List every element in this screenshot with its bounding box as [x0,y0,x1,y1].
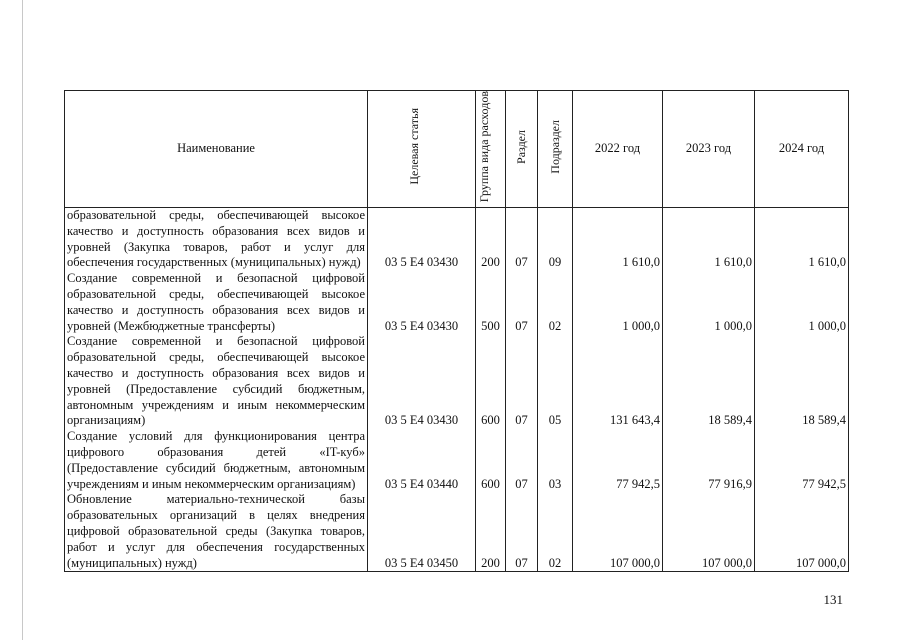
table-row [65,271,849,334]
cell-year-2024: 18 589,4 [755,334,849,429]
page-number: 131 [823,592,843,607]
cell-expense-group: 500 [476,271,506,334]
cell-section: 07 [506,429,538,492]
cell-year-2024: 77 942,5 [755,429,849,492]
cell-year-2024: 107 000,0 [755,492,849,571]
cell-year-2023: 1 610,0 [663,207,755,271]
cell-section: 07 [506,334,538,429]
cell-year-2023: 18 589,4 [663,334,755,429]
cell-target-article: 03 5 Е4 03430 [368,271,476,334]
table-header-row [65,91,849,208]
cell-target-article: 03 5 Е4 03440 [368,429,476,492]
cell-year-2024: 1 000,0 [755,271,849,334]
cell-name: образовательной среды, обеспечивающей высокое качество и доступность образования всех видов и уровней (Закупка товаров, работ и услуг для обеспечения государственных (муниципальных) нужд) [65,207,368,271]
cell-subsection: 02 [538,271,573,334]
header-year-2024: 2024 год [755,91,849,208]
cell-expense-group: 600 [476,429,506,492]
cell-section: 07 [506,271,538,334]
header-name: Наименование [65,91,368,208]
cell-target-article: 03 5 Е4 03450 [368,492,476,571]
cell-expense-group: 200 [476,207,506,271]
header-year-2023: 2023 год [663,91,755,208]
cell-subsection: 03 [538,429,573,492]
cell-expense-group: 600 [476,334,506,429]
header-expense-group: Группа вида расходов [476,91,506,208]
budget-table [64,90,849,572]
cell-name: Обновление материально-технической базы образовательных организаций в целях внедрения цифровой образовательной среды (Закупка товаров, работ и услуг для обеспечения государственных (муниципальных) нужд) [65,492,368,571]
cell-section: 07 [506,207,538,271]
header-subsection: Подраздел [538,91,573,208]
cell-year-2024: 1 610,0 [755,207,849,271]
cell-year-2022: 77 942,5 [573,429,663,492]
cell-year-2022: 1 000,0 [573,271,663,334]
cell-year-2023: 77 916,9 [663,429,755,492]
table-row [65,334,849,429]
page-edge-line [22,0,23,640]
table-row [65,429,849,492]
table-row [65,492,849,571]
header-section: Раздел [506,91,538,208]
cell-subsection: 09 [538,207,573,271]
cell-name: Создание современной и безопасной цифровой образовательной среды, обеспечивающей высокое качество и доступность образования всех видов и уровней (Предоставление субсидий бюджетным, автономным учреждениям и иным некоммерческим организациям) [65,334,368,429]
cell-target-article: 03 5 Е4 03430 [368,207,476,271]
cell-name: Создание условий для функционирования центра цифрового образования детей «IT-куб» (Предоставление субсидий бюджетным, автономным учреждениям и иным некоммерческим организациям) [65,429,368,492]
table-row [65,207,849,271]
header-year-2022: 2022 год [573,91,663,208]
header-target-article: Целевая статья [368,91,476,208]
cell-expense-group: 200 [476,492,506,571]
cell-year-2022: 1 610,0 [573,207,663,271]
cell-subsection: 02 [538,492,573,571]
cell-year-2022: 131 643,4 [573,334,663,429]
cell-year-2023: 1 000,0 [663,271,755,334]
cell-target-article: 03 5 Е4 03430 [368,334,476,429]
cell-name: Создание современной и безопасной цифровой образовательной среды, обеспечивающей высокое качество и доступность образования всех видов и уровней (Межбюджетные трансферты) [65,271,368,334]
cell-year-2022: 107 000,0 [573,492,663,571]
cell-year-2023: 107 000,0 [663,492,755,571]
cell-subsection: 05 [538,334,573,429]
cell-section: 07 [506,492,538,571]
